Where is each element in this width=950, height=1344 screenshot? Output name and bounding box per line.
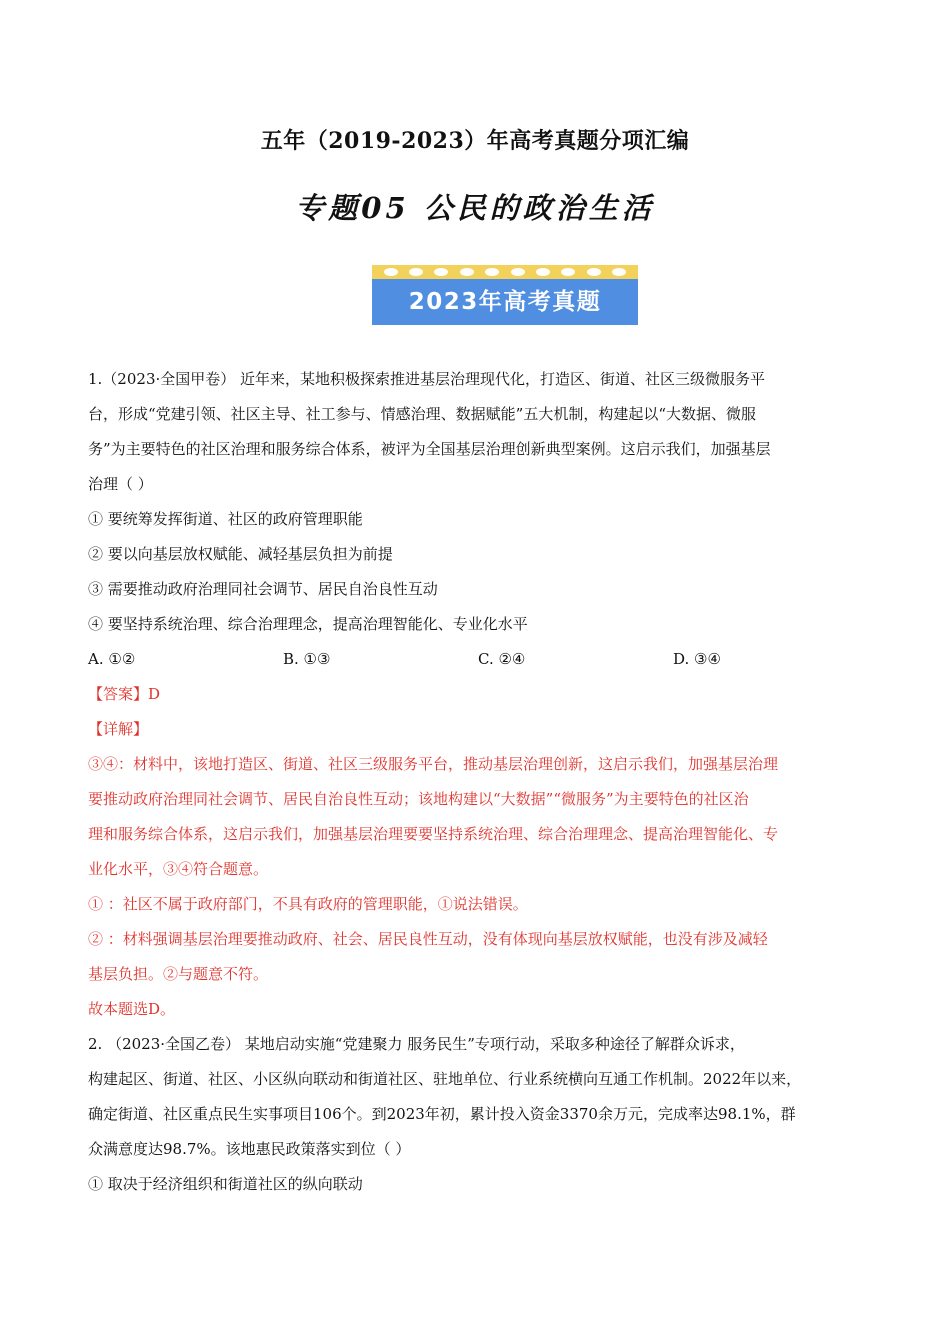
q1-explanation-line: ① ：社区不属于政府部门，不具有政府的管理职能，①说法错误。 bbox=[88, 895, 528, 913]
series-title: 五年（2019-2023）年高考真题分项汇编 bbox=[260, 128, 690, 154]
banner-dot bbox=[511, 268, 525, 276]
q1-explanation-line: 业化水平，③④符合题意。 bbox=[88, 860, 269, 878]
q1-conclusion: 故本题选D。 bbox=[88, 1000, 176, 1018]
banner-dot bbox=[587, 268, 601, 276]
q1-explanation-line: 基层负担。②与题意不符。 bbox=[88, 965, 269, 983]
q1-option-d: D. ③④ bbox=[673, 650, 721, 668]
banner-dot bbox=[561, 268, 575, 276]
q2-stem-line: 构建起区、街道、社区、小区纵向联动和街道社区、驻地单位、行业系统横向互通工作机制。2022年以来， bbox=[88, 1070, 802, 1088]
banner-dot bbox=[485, 268, 499, 276]
question-2 bbox=[88, 1027, 868, 1202]
q1-explanation-line: 理和服务综合体系，这启示我们，加强基层治理要要坚持系统治理、综合治理理念、提高治理智能化、专 bbox=[88, 825, 779, 843]
q1-item: ③ 需要推动政府治理同社会调节、居民自治良性互动 bbox=[88, 580, 438, 598]
q1-options bbox=[88, 642, 868, 677]
q1-option-a: A. ①② bbox=[88, 650, 136, 668]
topic-title: 专题05 公民的政治生活 bbox=[295, 191, 655, 225]
q1-explanation-line: 要推动政府治理同社会调节、居民自治良性互动；该地构建以“大数据”“微服务”为主要特色的社区治 bbox=[88, 790, 749, 808]
q1-option-c: C. ②④ bbox=[478, 650, 526, 668]
q1-detail-label: 【详解】 bbox=[88, 720, 149, 738]
q2-stem-line: 众满意度达98.7%。该地惠民政策落实到位（ ） bbox=[88, 1140, 411, 1158]
q2-item: ① 取决于经济组织和街道社区的纵向联动 bbox=[88, 1175, 363, 1193]
q1-answer-label: 【答案】D bbox=[88, 685, 161, 703]
banner-dot bbox=[460, 268, 474, 276]
question-1 bbox=[88, 362, 868, 1027]
q1-stem-line: 务”为主要特色的社区治理和服务综合体系，被评为全国基层治理创新典型案例。这启示我们，加强基层 bbox=[88, 440, 771, 458]
q1-explanation-line: ③④：材料中，该地打造区、街道、社区三级服务平台，推动基层治理创新，这启示我们，加强基层治理 bbox=[88, 755, 779, 773]
q1-explanation-line: ② ：材料强调基层治理要推动政府、社会、居民良性互动，没有体现向基层放权赋能，也没有涉及减轻 bbox=[88, 930, 768, 948]
q1-stem-line: 1.（2023·全国甲卷） 近年来，某地积极探索推进基层治理现代化，打造区、街道、社区三级微服务平 bbox=[88, 370, 766, 388]
banner-dot-strip bbox=[372, 265, 638, 279]
q1-item: ④ 要坚持系统治理、综合治理理念，提高治理智能化、专业化水平 bbox=[88, 615, 528, 633]
banner-dot bbox=[612, 268, 626, 276]
banner-dot bbox=[434, 268, 448, 276]
q1-item: ① 要统筹发挥街道、社区的政府管理职能 bbox=[88, 510, 363, 528]
q2-stem-line: 确定街道、社区重点民生实事项目106个。到2023年初，累计投入资金3370余万元，完成率达98.1%，群 bbox=[88, 1105, 796, 1123]
banner-dot bbox=[384, 268, 398, 276]
banner-dot bbox=[409, 268, 423, 276]
q1-item: ② 要以向基层放权赋能、减轻基层负担为前提 bbox=[88, 545, 393, 563]
q1-stem-line: 治理（ ） bbox=[88, 475, 153, 493]
question-content bbox=[88, 362, 868, 1202]
q1-stem-line: 台，形成“党建引领、社区主导、社工参与、情感治理、数据赋能”五大机制，构建起以“大数据、微服 bbox=[88, 405, 757, 423]
banner-dot bbox=[536, 268, 550, 276]
q2-stem-line: 2. （2023·全国乙卷） 某地启动实施“党建聚力 服务民生”专项行动，采取多种途径了解群众诉求， bbox=[88, 1035, 745, 1053]
q1-option-b: B. ①③ bbox=[283, 650, 331, 668]
banner-text: 2023年高考真题 bbox=[408, 289, 602, 315]
section-banner bbox=[372, 265, 638, 325]
